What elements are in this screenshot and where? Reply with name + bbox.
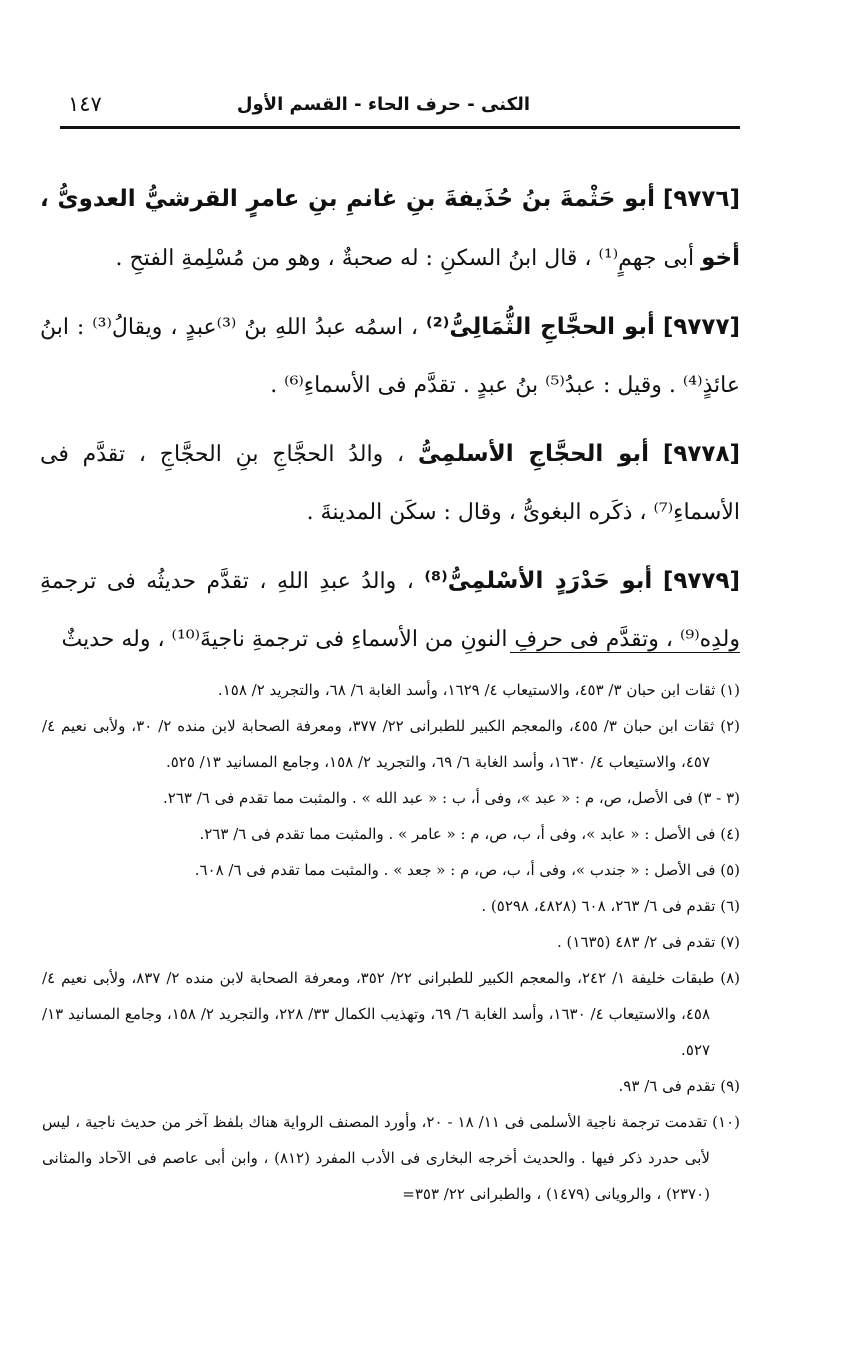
entry-name: أبو الحجَّاجِ الأسلمِىُّ [417, 441, 650, 467]
footnote: (١) ثقات ابن حبان ٣/ ٤٥٣، والاستيعاب ٤/ ١٦٢٩، وأسد الغابة ٦/ ٦٨، والتجريد ٢/ ١٥٨. [217, 681, 740, 699]
footnote: (٣ - ٣) فى الأصل، ص، م : « عبد »، وفى أ، ب : « عبد الله » . والمثبت مما تقدم فى ٦/ ٢٦٣. [162, 789, 740, 807]
entry-name: أبو الحجَّاجِ الثُّمَالِىُّ⁽²⁾ [426, 314, 655, 340]
footnote: (٢) ثقات ابن حبان ٣/ ٤٥٥، والمعجم الكبير للطبرانى ٢٢/ ٣٧٧، ومعرفة الصحابة لابن منده ٢/ ٣٠، ولأبى نعيم ٤/ ٤٥٧، والاستيعاب ٤/ ١٦٣٠، وأسد الغابة ٦/ ٦٩، والتجريد ٢/ ١٥٨، وجامع المسانيد ١٣/ ٥٢٥. [42, 717, 741, 771]
entry-9776 [40, 170, 740, 288]
footnote: (٨) طبقات خليفة ١/ ٢٤٢، والمعجم الكبير للطبرانى ٢٢/ ٣٥٢، ومعرفة الصحابة لابن منده ٢/ ٨٣٧، ولأبى نعيم ٤/ ٤٥٨، والاستيعاب ٤/ ١٦٣٠، وأسد الغابة ٦/ ٦٩، وتهذيب الكمال ٣٣/ ٢٢٨، والتجريد ٢/ ١٥٨، وجامع المسانيد ١٣/ ٥٢٧. [42, 969, 740, 1059]
page-header [60, 92, 740, 129]
entry-text: ، والدُ عبدِ اللهِ ، تقدَّم حديثُه فى ترجمةِ ولدِه⁽⁹⁾ ، وتقدَّم فى حرفِ النونِ من الأسماءِ فى ترجمةِ ناجيةَ⁽¹⁰⁾ ، وله حديثٌ [40, 569, 740, 652]
entry-9778 [40, 425, 740, 542]
footnote: (٥) فى الأصل : « جندب »، وفى أ، ب، ص، م : « جعد » . والمثبت مما تقدم فى ٦/ ٦٠٨. [194, 861, 740, 879]
footnote: (٤) فى الأصل : « عابد »، وفى أ، ب، ص، م : « عامر » . والمثبت مما تقدم فى ٦/ ٢٦٣. [199, 825, 740, 843]
footnote: (٩) تقدم فى ٦/ ٩٣. [618, 1077, 740, 1095]
footnote-divider [510, 652, 740, 653]
footnote: (٦) تقدم فى ٦/ ٢٦٣، ٦٠٨ (٤٨٢٨، ٥٢٩٨) . [481, 897, 740, 915]
entry-number: [٩٧٧٩] [662, 568, 740, 594]
footnote: (١٠) تقدمت ترجمة ناجية الأسلمى فى ١١/ ١٨ - ٢٠، وأورد المصنف الرواية هناك بلفظ آخر من حديث ناجية ، ليس لأبى حدرد ذكر فيها . والحديث أخرجه البخارى فى الأدب المفرد (٨١٢) ، وابن أبى عاصم فى الآحاد والمثانى (٢٣٧٠) ، والرويانى (١٤٧٩) ، والطبرانى ٢٢/ ٣٥٣= [42, 1113, 741, 1203]
footnote: (٧) تقدم فى ٢/ ٤٨٣ (١٦٣٥) . [557, 933, 740, 951]
page-number: ١٤٧ [68, 92, 102, 116]
entry-name: أبو حَثْمةَ بنُ حُذَيفةَ بنِ غانمِ بنِ عامرٍ القرشيُّ العدوىُّ ، أخو [40, 186, 740, 271]
running-title: الكنى - حرف الحاء - القسم الأول [236, 94, 530, 115]
entries [40, 170, 740, 679]
entry-text: ، اسمُه عبدُ اللهِ بنُ ⁽³⁾عبدٍ ، ويقالُ⁽³⁾ : ابنُ عائذٍ⁽⁴⁾ . وقيل : عبدُ⁽⁵⁾ بنُ عبدٍ . تقدَّم فى الأسماءِ⁽⁶⁾ . [40, 315, 740, 398]
entry-number: [٩٧٧٨] [662, 441, 741, 467]
entry-9777 [40, 298, 740, 415]
entry-name: أبو حَدْرَدٍ الأسْلمِىُّ⁽⁸⁾ [424, 568, 653, 594]
entry-number: [٩٧٧٧] [662, 314, 740, 340]
entry-text: أبى جهمٍ⁽¹⁾ ، قال ابنُ السكنِ : له صحبةٌ ، وهو من مُسْلِمةِ الفتحِ . [115, 246, 695, 271]
entry-number: [٩٧٧٦] [662, 186, 741, 212]
footnotes [42, 672, 740, 1212]
entry-text: ، والدُ الحجَّاجِ بنِ الحجَّاجِ ، تقدَّم فى الأسماءِ⁽⁷⁾ ، ذكَره البغوىُّ ، وقال : سكَن المدينةَ . [40, 442, 740, 525]
